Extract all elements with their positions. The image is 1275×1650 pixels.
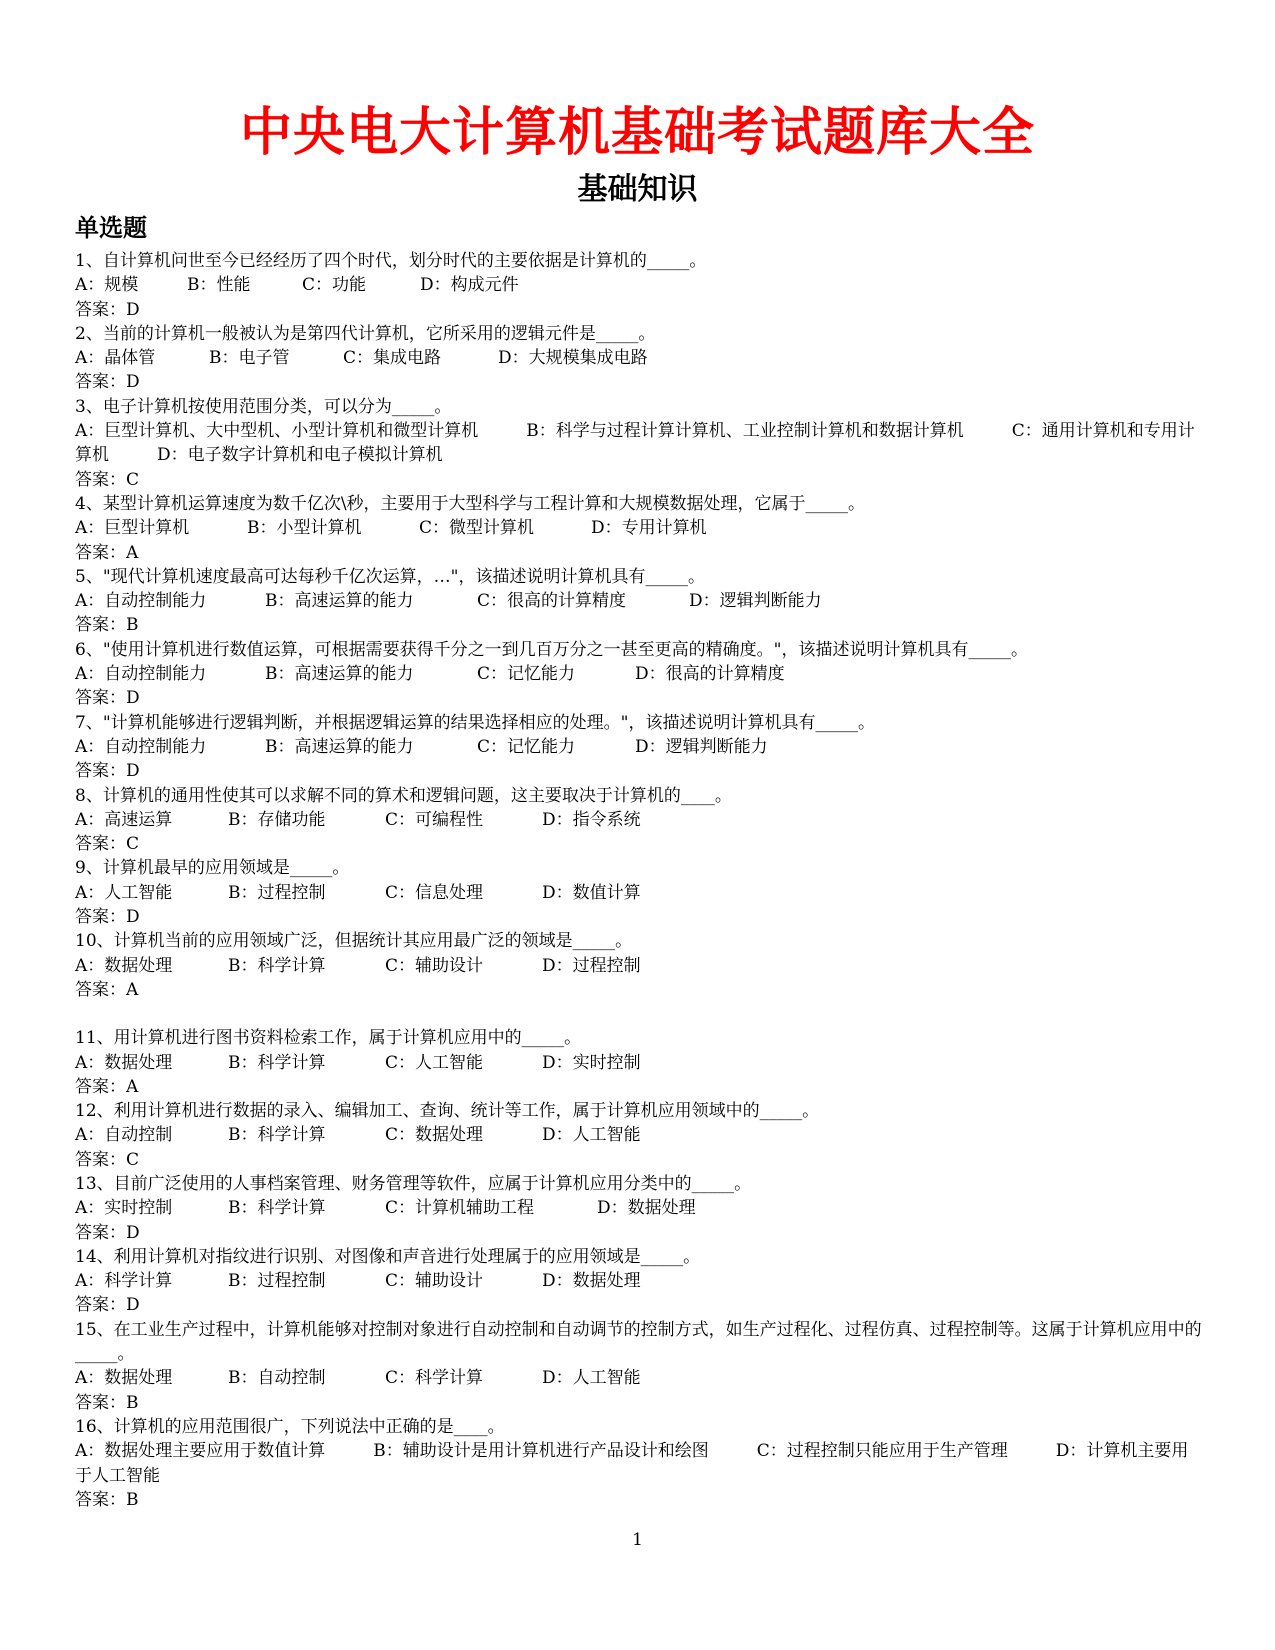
page-number: 1 (632, 1530, 643, 1550)
option-a: A：数据处理 (75, 1368, 173, 1389)
option-b: B：科学计算 (228, 1052, 326, 1073)
option-a: A：人工智能 (75, 882, 173, 903)
option-d: D：逻辑判断能力 (635, 736, 768, 757)
question-text: 7、"计算机能够进行逻辑判断，并根据逻辑运算的结果选择相应的处理。"，该描述说明计算机具有_____。 (75, 712, 875, 733)
option-b: B：存储功能 (228, 809, 326, 830)
question-options (75, 516, 1205, 540)
question-options (75, 589, 1205, 613)
option-a: A：高速运算 (75, 809, 173, 830)
option-b: B：科学与过程计算计算机、工业控制计算机和数据计算机 (526, 421, 964, 442)
option-c: C：集成电路 (343, 348, 442, 369)
option-c: C：人工智能 (385, 1052, 484, 1073)
option-a: A：巨型计算机、大中型机、小型计算机和微型计算机 (75, 421, 479, 442)
question-options (75, 346, 1205, 370)
option-a: A：自动控制 (75, 1125, 173, 1146)
option-d: D：数据处理 (542, 1271, 641, 1292)
answer-text: 答案：A (75, 542, 139, 563)
answer-text: 答案：B (75, 1392, 139, 1413)
option-d: D：构成元件 (420, 275, 519, 296)
option-d: D：计算机主要用于人工智能 (75, 1441, 1189, 1486)
option-b: B：科学计算 (228, 1125, 326, 1146)
answer-text: 答案：C (75, 1149, 140, 1170)
question-text: 16、计算机的应用范围很广，下列说法中正确的是____。 (75, 1416, 505, 1437)
question-options (75, 1051, 1205, 1075)
question-options (75, 1269, 1205, 1293)
question-options (75, 1439, 1205, 1488)
question-options (75, 808, 1205, 832)
option-b: B：电子管 (209, 348, 290, 369)
question-options (75, 954, 1205, 978)
question-text: 13、目前广泛使用的人事档案管理、财务管理等软件，应属于计算机应用分类中的_____。 (75, 1173, 752, 1194)
option-b: B：科学计算 (228, 955, 326, 976)
question-options (75, 662, 1205, 686)
question-text: 12、利用计算机进行数据的录入、编辑加工、查询、统计等工作，属于计算机应用领域中的_____。 (75, 1101, 820, 1122)
option-a: A：实时控制 (75, 1198, 173, 1219)
question-list (75, 249, 1205, 1512)
question-options (75, 419, 1205, 468)
answer-text: 答案：B (75, 615, 139, 636)
blank-line (75, 1002, 1205, 1026)
option-c: C：科学计算 (385, 1368, 484, 1389)
question-options (75, 273, 1205, 297)
answer-text: 答案：C (75, 469, 140, 490)
question-text: 8、计算机的通用性使其可以求解不同的算术和逻辑问题，这主要取决于计算机的____。 (75, 785, 732, 806)
option-c: C：通用计算机和专用计算机 (75, 421, 1195, 466)
answer-text: 答案：D (75, 1222, 140, 1243)
option-c: C：微型计算机 (419, 518, 535, 539)
question-text: 15、在工业生产过程中，计算机能够对控制对象进行自动控制和自动调节的控制方式，如生产过程化、过程仿真、过程控制等。这属于计算机应用中的_____。 (75, 1319, 1202, 1365)
option-b: B：辅助设计是用计算机进行产品设计和绘图 (373, 1441, 709, 1462)
option-b: B：高速运算的能力 (265, 664, 414, 685)
question-options (75, 735, 1205, 759)
option-d: D：指令系统 (542, 809, 641, 830)
option-c: C：记忆能力 (477, 664, 576, 685)
option-c: C：很高的计算精度 (477, 591, 627, 612)
option-d: D：数值计算 (542, 882, 641, 903)
option-a: A：自动控制能力 (75, 736, 207, 757)
option-d: D：实时控制 (542, 1052, 641, 1073)
question-text: 11、用计算机进行图书资料检索工作，属于计算机应用中的_____。 (75, 1028, 582, 1049)
option-c: C：辅助设计 (385, 1271, 484, 1292)
option-c: C：记忆能力 (477, 736, 576, 757)
document-subtitle: 基础知识 (577, 172, 698, 207)
question-options (75, 881, 1205, 905)
option-b: B：小型计算机 (247, 518, 362, 539)
option-b: B：性能 (187, 275, 251, 296)
question-text: 6、"使用计算机进行数值运算，可根据需要获得千分之一到几百万分之一甚至更高的精确度。"，该描述说明计算机具有_____。 (75, 639, 1028, 660)
option-d: D：人工智能 (542, 1368, 641, 1389)
option-a: A：数据处理 (75, 1052, 173, 1073)
option-c: C：辅助设计 (385, 955, 484, 976)
option-a: A：巨型计算机 (75, 518, 190, 539)
question-text: 5、"现代计算机速度最高可达每秒千亿次运算，…"，该描述说明计算机具有_____。 (75, 566, 705, 587)
option-d: D：逻辑判断能力 (689, 591, 822, 612)
answer-text: 答案：A (75, 1076, 139, 1097)
question-options (75, 1123, 1205, 1147)
question-text: 4、某型计算机运算速度为数千亿次\秒，主要用于大型科学与工程计算和大规模数据处理，它属于_____。 (75, 493, 866, 514)
question-options (75, 1366, 1205, 1390)
option-c: C：计算机辅助工程 (385, 1198, 535, 1219)
option-a: A：自动控制能力 (75, 591, 207, 612)
option-a: A：规模 (75, 275, 139, 296)
option-b: B：高速运算的能力 (265, 736, 414, 757)
question-text: 14、利用计算机对指纹进行识别、对图像和声音进行处理属于的应用领域是_____。 (75, 1246, 701, 1267)
option-c: C：信息处理 (385, 882, 484, 903)
answer-text: 答案：D (75, 907, 140, 928)
option-c: C：过程控制只能应用于生产管理 (756, 1441, 1008, 1462)
section-heading: 单选题 (75, 214, 147, 242)
option-d: D：专用计算机 (591, 518, 707, 539)
answer-text: 答案：A (75, 979, 139, 1000)
option-d: D：数据处理 (597, 1198, 696, 1219)
answer-text: 答案：D (75, 372, 140, 393)
question-text: 2、当前的计算机一般被认为是第四代计算机，它所采用的逻辑元件是_____。 (75, 323, 656, 344)
question-text: 10、计算机当前的应用领域广泛，但据统计其应用最广泛的领域是_____。 (75, 931, 633, 952)
answer-text: 答案：C (75, 834, 140, 855)
option-b: B：自动控制 (228, 1368, 326, 1389)
question-text: 9、计算机最早的应用领域是_____。 (75, 858, 350, 879)
answer-text: 答案：D (75, 688, 140, 709)
option-d: D：过程控制 (542, 955, 641, 976)
option-a: A：数据处理主要应用于数值计算 (75, 1441, 326, 1462)
option-b: B：过程控制 (228, 882, 326, 903)
question-options (75, 1196, 1205, 1220)
question-text: 3、电子计算机按使用范围分类，可以分为_____。 (75, 396, 452, 417)
option-a: A：科学计算 (75, 1271, 173, 1292)
option-b: B：科学计算 (228, 1198, 326, 1219)
option-c: C：数据处理 (385, 1125, 484, 1146)
option-d: D：很高的计算精度 (635, 664, 785, 685)
option-a: A：晶体管 (75, 348, 156, 369)
answer-text: 答案：D (75, 299, 140, 320)
answer-text: 答案：D (75, 761, 140, 782)
answer-text: 答案：B (75, 1489, 139, 1510)
question-text: 1、自计算机问世至今已经经历了四个时代，划分时代的主要依据是计算机的_____。 (75, 251, 707, 271)
option-b: B：高速运算的能力 (265, 591, 414, 612)
option-b: B：过程控制 (228, 1271, 326, 1292)
option-c: C：可编程性 (385, 809, 484, 830)
option-a: A：数据处理 (75, 955, 173, 976)
option-a: A：自动控制能力 (75, 664, 207, 685)
document-title: 中央电大计算机基础考试题库大全 (239, 103, 1035, 163)
option-c: C：功能 (302, 275, 367, 296)
option-d: D：电子数字计算机和电子模拟计算机 (157, 445, 443, 466)
option-d: D：大规模集成电路 (498, 348, 648, 369)
answer-text: 答案：D (75, 1295, 140, 1316)
option-d: D：人工智能 (542, 1125, 641, 1146)
